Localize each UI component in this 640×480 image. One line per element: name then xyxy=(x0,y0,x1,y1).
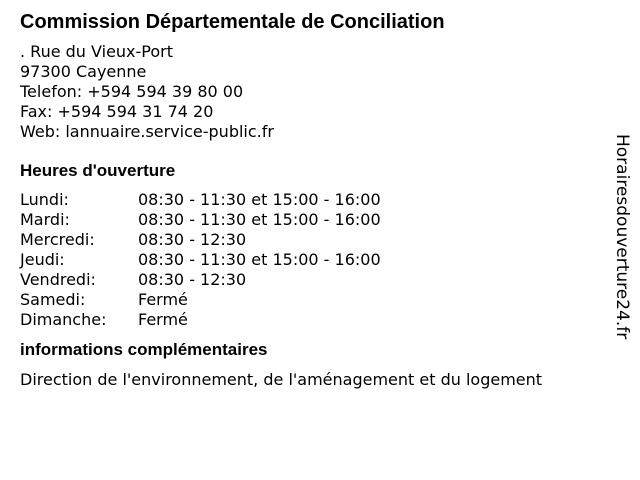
time-value: Fermé xyxy=(138,290,188,309)
site-watermark: Horairesdouverture24.fr xyxy=(612,134,632,340)
day-label: Lundi: xyxy=(20,190,69,209)
website: Web: lannuaire.service-public.fr xyxy=(20,122,274,141)
time-value: 08:30 - 11:30 et 15:00 - 16:00 xyxy=(138,210,381,229)
time-value: 08:30 - 12:30 xyxy=(138,230,247,249)
time-value: 08:30 - 11:30 et 15:00 - 16:00 xyxy=(138,190,381,209)
address-block xyxy=(20,42,590,142)
time-value: 08:30 - 12:30 xyxy=(138,270,247,289)
additional-info-heading: informations complémentaires xyxy=(20,340,268,359)
hours-row-dimanche xyxy=(20,310,590,330)
day-label: Mercredi: xyxy=(20,230,95,249)
day-label: Samedi: xyxy=(20,290,86,309)
street-address: . Rue du Vieux-Port xyxy=(20,42,174,61)
hours-row-samedi xyxy=(20,290,590,310)
day-label: Dimanche: xyxy=(20,310,107,329)
phone-number: Telefon: +594 594 39 80 00 xyxy=(20,82,244,101)
hours-row-vendredi xyxy=(20,270,590,290)
city-postcode: 97300 Cayenne xyxy=(20,62,147,81)
hours-row-jeudi xyxy=(20,250,590,270)
hours-row-mercredi xyxy=(20,230,590,250)
day-label: Vendredi: xyxy=(20,270,96,289)
additional-info-text: Direction de l'environnement, de l'aménagement et du logement xyxy=(20,370,543,389)
opening-hours-table xyxy=(20,190,590,330)
fax-number: Fax: +594 594 31 74 20 xyxy=(20,102,214,121)
hours-row-mardi xyxy=(20,210,590,230)
opening-hours-heading: Heures d'ouverture xyxy=(20,161,176,180)
day-label: Jeudi: xyxy=(20,250,65,269)
business-card xyxy=(20,10,590,390)
page-title: Commission Départementale de Conciliation xyxy=(20,11,445,33)
time-value: Fermé xyxy=(138,310,188,329)
day-label: Mardi: xyxy=(20,210,70,229)
time-value: 08:30 - 11:30 et 15:00 - 16:00 xyxy=(138,250,381,269)
hours-row-lundi xyxy=(20,190,590,210)
